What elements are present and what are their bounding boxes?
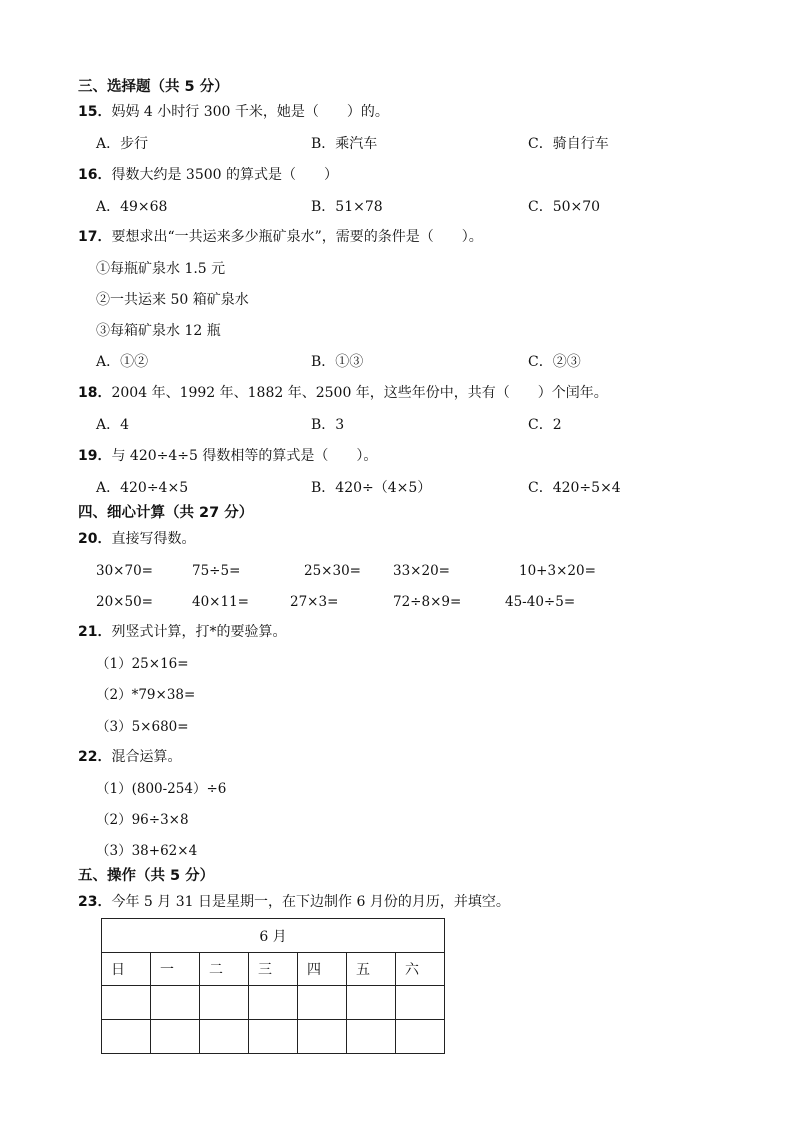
calc-item: 45-40÷5= — [505, 594, 576, 610]
question-text: 得数大约是 3500 的算式是（ ） — [111, 167, 339, 183]
sub-question-1: （1）(800-254）÷6 — [96, 781, 227, 797]
sub-question-3: （3）5×680= — [96, 719, 189, 735]
calendar-cell[interactable] — [396, 1020, 445, 1054]
sub-question-3: （3）38+62×4 — [96, 843, 198, 859]
question-22 — [78, 748, 181, 766]
question-text: 混合运算。 — [111, 749, 182, 765]
calendar-cell[interactable] — [102, 1020, 151, 1054]
calendar-title-row — [102, 919, 445, 953]
sub-question-2: （2）*79×38= — [96, 687, 196, 703]
option-a: A．49×68 — [96, 199, 168, 215]
question-number: 17． — [78, 229, 112, 245]
question-number: 23． — [78, 894, 112, 910]
calc-item: 30×70= — [96, 563, 153, 579]
question-text: 2004 年、1992 年、1882 年、2500 年，这些年份中，共有（ ）个闰年。 — [111, 385, 608, 401]
question-text: 与 420÷4÷5 得数相等的算式是（ ）。 — [111, 448, 378, 464]
option-a: A．4 — [96, 417, 130, 433]
question-number: 19． — [78, 448, 112, 464]
section-title-choice: 三、选择题（共 5 分） — [78, 79, 229, 95]
calc-item: 72÷8×9= — [393, 594, 462, 610]
sub-question-2: （2）96÷3×8 — [96, 812, 189, 828]
option-b: B．①③ — [311, 354, 364, 370]
weekday-sat: 六 — [396, 953, 445, 986]
weekday-tue: 二 — [200, 953, 249, 986]
question-text: 妈妈 4 小时行 300 千米，她是（ ）的。 — [111, 104, 389, 120]
question-number: 18． — [78, 385, 112, 401]
calc-item: 27×3= — [290, 594, 339, 610]
calendar-cell[interactable] — [249, 986, 298, 1020]
calendar-cell[interactable] — [200, 1020, 249, 1054]
option-a: A．步行 — [96, 136, 149, 152]
weekday-sun: 日 — [102, 953, 151, 986]
condition-2: ②一共运来 50 箱矿泉水 — [96, 292, 249, 308]
option-c: C．骑自行车 — [528, 136, 609, 152]
question-number: 16． — [78, 167, 112, 183]
weekday-mon: 一 — [151, 953, 200, 986]
calendar-cell[interactable] — [151, 1020, 200, 1054]
question-number: 20． — [78, 531, 112, 547]
question-19 — [78, 447, 377, 465]
condition-3: ③每箱矿泉水 12 瓶 — [96, 323, 221, 339]
calc-item: 20×50= — [96, 594, 153, 610]
calendar-cell[interactable] — [298, 1020, 347, 1054]
calendar-cell[interactable] — [200, 986, 249, 1020]
option-a: A．①② — [96, 354, 149, 370]
question-number: 22． — [78, 749, 112, 765]
option-b: B．51×78 — [311, 199, 383, 215]
calendar-cell[interactable] — [249, 1020, 298, 1054]
question-18 — [78, 384, 608, 402]
calendar-title: 6 月 — [102, 919, 445, 953]
option-c: C．2 — [528, 417, 562, 433]
calendar-cell[interactable] — [396, 986, 445, 1020]
calc-item: 40×11= — [192, 594, 249, 610]
weekday-fri: 五 — [347, 953, 396, 986]
condition-1: ①每瓶矿泉水 1.5 元 — [96, 261, 226, 277]
calendar-cell[interactable] — [151, 986, 200, 1020]
question-16 — [78, 166, 338, 184]
calendar-week-row — [102, 986, 445, 1020]
calc-item: 10+3×20= — [519, 563, 596, 579]
question-20 — [78, 530, 195, 548]
option-c: C．②③ — [528, 354, 581, 370]
calendar-cell[interactable] — [102, 986, 151, 1020]
option-c: C．420÷5×4 — [528, 480, 621, 496]
option-b: B．乘汽车 — [311, 136, 378, 152]
option-c: C．50×70 — [528, 199, 601, 215]
question-text: 列竖式计算，打*的要验算。 — [111, 624, 287, 640]
sub-question-1: （1）25×16= — [96, 656, 189, 672]
section-title-operation: 五、操作（共 5 分） — [78, 868, 215, 884]
question-number: 15． — [78, 104, 112, 120]
calendar-cell[interactable] — [347, 986, 396, 1020]
option-b: B．3 — [311, 417, 345, 433]
section-title-calculation: 四、细心计算（共 27 分） — [78, 505, 254, 521]
calc-item: 33×20= — [393, 563, 450, 579]
calendar-week-row — [102, 1020, 445, 1054]
question-23 — [78, 893, 510, 911]
option-a: A．420÷4×5 — [96, 480, 189, 496]
question-text: 要想求出“一共运来多少瓶矿泉水”，需要的条件是（ ）。 — [111, 229, 483, 245]
question-text: 今年 5 月 31 日是星期一，在下边制作 6 月份的月历，并填空。 — [111, 894, 510, 910]
question-21 — [78, 623, 286, 641]
calendar-table — [101, 918, 445, 1054]
question-17 — [78, 228, 483, 246]
calc-item: 75÷5= — [192, 563, 241, 579]
calendar-cell[interactable] — [298, 986, 347, 1020]
calendar-weekday-row — [102, 953, 445, 986]
question-15 — [78, 103, 389, 121]
option-b: B．420÷（4×5） — [311, 480, 432, 496]
calc-item: 25×30= — [304, 563, 361, 579]
weekday-wed: 三 — [249, 953, 298, 986]
weekday-thu: 四 — [298, 953, 347, 986]
question-number: 21． — [78, 624, 112, 640]
question-text: 直接写得数。 — [111, 531, 196, 547]
calendar-cell[interactable] — [347, 1020, 396, 1054]
